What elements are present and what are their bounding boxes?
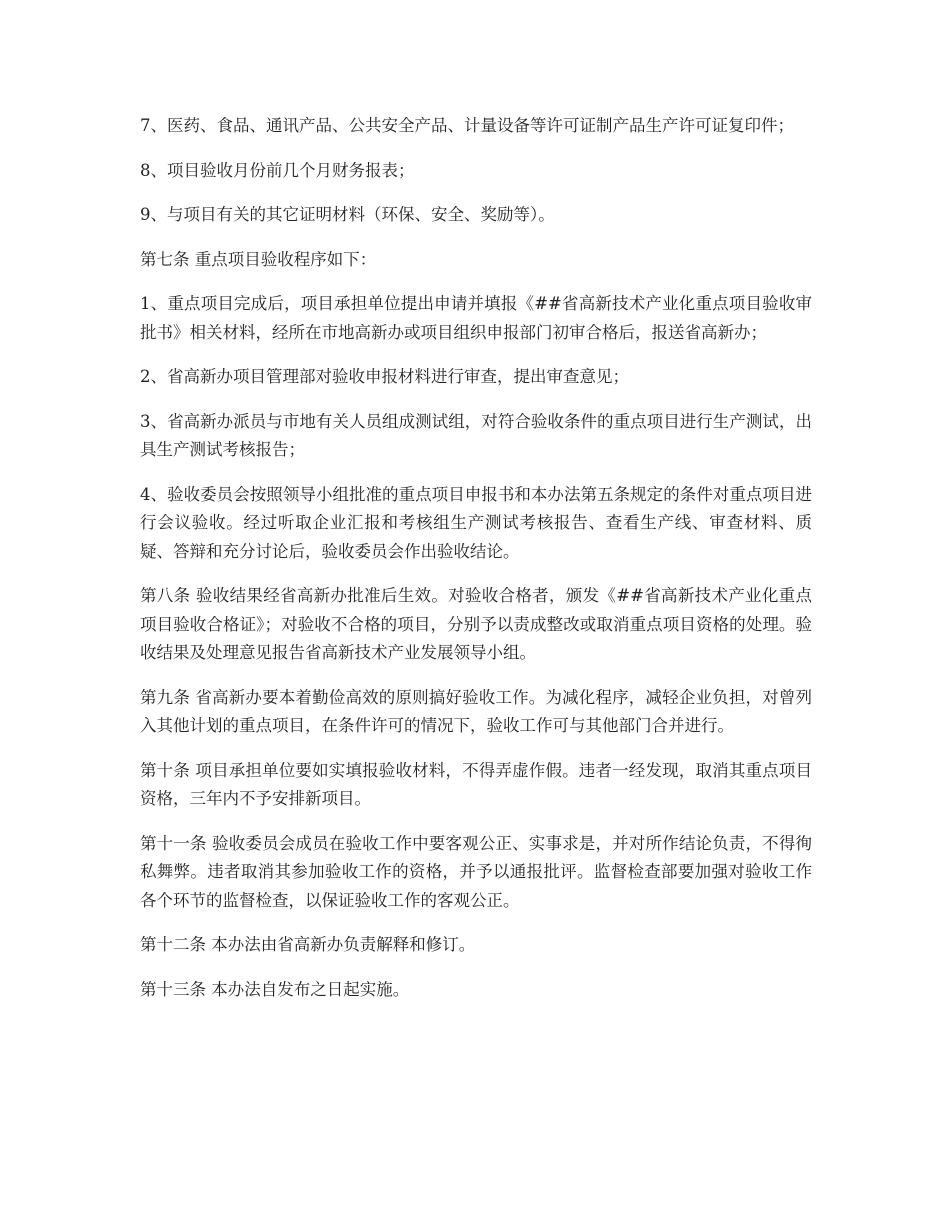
article-9: 第九条 省高新办要本着勤俭高效的原则搞好验收工作。为减化程序，减轻企业负担，对曾列入其他计划的重点项目，在条件许可的情况下，验收工作可与其他部门合并进行。 bbox=[140, 687, 812, 735]
article-10: 第十条 项目承担单位要如实填报验收材料，不得弄虚作假。违者一经发现，取消其重点项目资格，三年内不予安排新项目。 bbox=[140, 760, 812, 808]
procedure-step-4: 4、验收委员会按照领导小组批准的重点项目申报书和本办法第五条规定的条件对重点项目进行会议验收。经过听取企业汇报和考核组生产测试考核报告、查看生产线、审查材料、质疑、答辩和充分讨论后，验收委员会作出验收结论。 bbox=[140, 484, 812, 561]
article-7-heading: 第七条 重点项目验收程序如下： bbox=[140, 249, 377, 269]
article-11: 第十一条 验收委员会成员在验收工作中要客观公正、实事求是，并对所作结论负责，不得徇私舞弊。违者取消其参加验收工作的资格，并予以通报批评。监督检查部要加强对验收工作各个环节的监督检查，以保证验收工作的客观公正。 bbox=[140, 833, 812, 910]
article-8: 第八条 验收结果经省高新办批准后生效。对验收合格者，颁发《##省高新技术产业化重点项目验收合格证》；对验收不合格的项目，分别予以责成整改或取消重点项目资格的处理。验收结果及处理意见报告省高新技术产业发展领导小组。 bbox=[140, 586, 812, 662]
procedure-step-2: 2、省高新办项目管理部对验收申报材料进行审查，提出审查意见； bbox=[140, 367, 629, 386]
article-12: 第十二条 本办法由省高新办负责解释和修订。 bbox=[140, 935, 476, 954]
paragraph-item-9: 9、与项目有关的其它证明材料（环保、安全、奖励等）。 bbox=[140, 205, 555, 224]
article-13: 第十三条 本办法自发布之日起实施。 bbox=[140, 979, 410, 999]
procedure-step-1: 1、重点项目完成后，项目承担单位提出申请并填报《##省高新技术产业化重点项目验收审批书》相关材料，经所在市地高新办或项目组织申报部门初审合格后，报送省高新办； bbox=[140, 294, 812, 342]
paragraph-item-8: 8、项目验收月份前几个月财务报表； bbox=[140, 160, 415, 180]
paragraph-item-7: 7、医药、食品、通讯产品、公共安全产品、计量设备等许可证制产品生产许可证复印件； bbox=[140, 116, 794, 135]
procedure-step-3: 3、省高新办派员与市地有关人员组成测试组，对符合验收条件的重点项目进行生产测试，出具生产测试考核报告； bbox=[140, 411, 812, 459]
